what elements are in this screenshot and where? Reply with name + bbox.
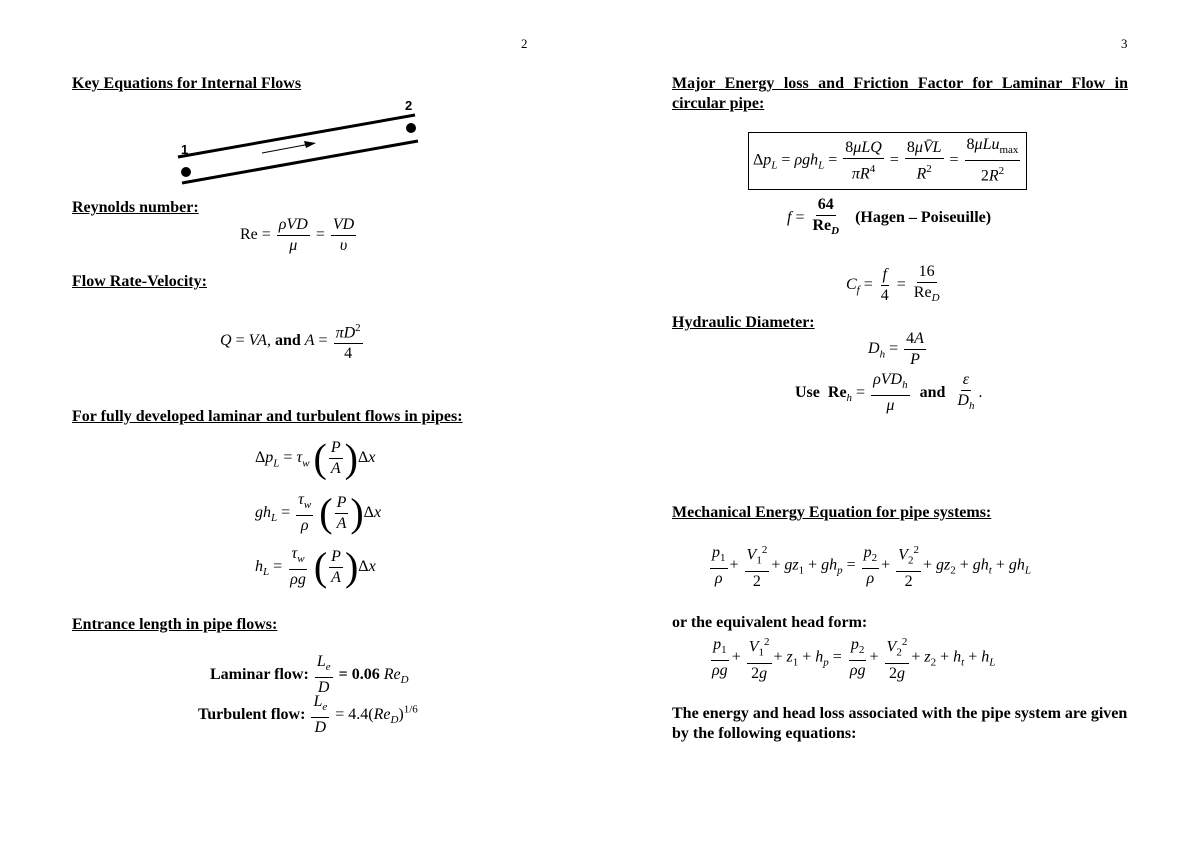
page-number-left: 2 [521,36,528,51]
hL-equation: $h_L$ = $\frac{\tau_w}{\rho g}$ ( $\frac{P}{A}$ )Δx [255,544,376,590]
pipe-upper-wall [178,115,415,157]
closing-text: The energy and head loss associated with the pipe system are given by the following equations: [672,705,1128,742]
pipe-lower-wall [182,141,418,183]
hagen-label: (Hagen – Poiseuille) [855,208,992,226]
and-label: and [919,383,946,401]
page-number-right: 3 [1121,36,1128,51]
flow-arrow-shaft [262,144,310,153]
fully-developed-heading: For fully developed laminar and turbulent flows in pipes: [72,408,463,425]
mechanical-energy-heading: Mechanical Energy Equation for pipe systems: [672,504,992,521]
laminar-entrance-equation: Laminar flow: $\frac{L_e}{D}$ = 0.06 $Re_D$ [210,653,409,697]
flow-arrow-head [304,141,316,148]
cf-equation: $C_f$ = $\frac{f}{4}$ = $\frac{16}{Re_D}$ [846,263,940,305]
major-loss-equation: $\Delta p_L = \rho gh_L$ = $\frac{\text{8μLQ}}{\pi R^4}$ = $\frac{8\mu V̄L}{R^2}$ = $\frac{8\mu Lu_{max}}{2R^2}$ [748,132,1027,190]
laminar-value: = 0.06 [338,665,380,683]
outlet-label: 2 [405,98,413,113]
laminar-label: Laminar flow: [210,665,309,683]
hydraulic-heading: Hydraulic Diameter: [672,314,815,331]
left-title: Key Equations for Internal Flows [72,75,302,92]
pipe-diagram [170,95,430,190]
turbulent-entrance-equation: Turbulent flow: $\frac{L_e}{D}$ = $4.4(Re_D)^{1/6}$ [198,693,418,737]
hydraulic-diameter-equation: $D_h$ = $\frac{4A}{P}$ [868,330,924,368]
reynolds-heading: Reynolds number: [72,199,199,216]
pressure-drop-equation: $\Delta p_L = \tau_w$ ( $\frac{P}{A}$ )Δx [255,435,376,481]
inlet-label: 1 [181,142,189,157]
hydraulic-reynolds-equation: Use $Re_h$ = $\frac{\rho VD_h}{\mu}$ and $\frac{\varepsilon}{D_h}$ . [795,371,983,415]
ghL-equation: $gh_L$ = $\frac{\tau_w}{\rho}$ ( $\frac{P}{A}$ )Δx [255,490,382,536]
entrance-heading: Entrance length in pipe flows: [72,616,278,633]
flowrate-equation: Q = VA, and A = $\frac{\pi D^2}{4}$ [220,318,365,364]
outlet-point [406,123,416,133]
turbulent-value: = 4.4 [335,705,369,723]
mechanical-energy-equation: $\frac{p_1}{\rho}$ + $\frac{V_1^2}{2}$ + $gz_1 + gh_p$ = $\frac{p_2}{\rho}$ + $\frac{V_2^2}{2}$ + $gz_2 + gh_t + gh_L$ [708,540,1031,592]
head-form-text: or the equivalent head form: [672,614,868,631]
head-form-equation: $\frac{p_1}{\rho g}$ + $\frac{V_1^2}{2g}$ + $z_1 + h_p$ = $\frac{p_2}{\rho g}$ + $\frac{V_2^2}{2g}$ + $z_2 + h_t + h_L$ [708,632,995,684]
inlet-point [181,167,191,177]
flowrate-and: and [274,331,301,349]
right-title: Major Energy loss and Friction Factor for Laminar Flow in circular pipe: [672,75,1128,112]
flowrate-heading: Flow Rate-Velocity: [72,273,207,290]
friction-factor-equation: f = $\frac{64}{Re_D}$ (Hagen – Poiseuille) [787,196,992,238]
use-label: Use [795,383,820,401]
turbulent-label: Turbulent flow: [198,705,306,723]
reynolds-equation: Re = $\frac{\text{ρVD}}{\mu}$ = $\frac{VD}{\upsilon}$ [240,216,355,254]
